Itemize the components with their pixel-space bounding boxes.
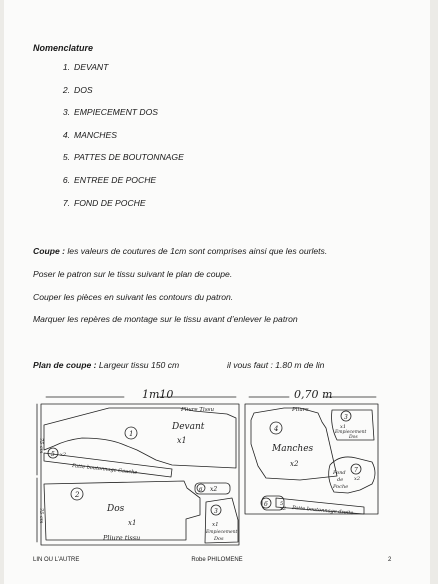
devant-name: Devant [172, 422, 205, 432]
plan-need: il vous faut : 1.80 m de lin [227, 360, 325, 370]
plan-label: Plan de coupe : [33, 360, 97, 370]
patte-right-number: 5 [280, 501, 284, 507]
plan-width: Largeur tissu 150 cm [98, 360, 180, 370]
left-length-label: 1m10 [142, 388, 174, 401]
fond-name: Fond [333, 470, 346, 476]
patte-right-qty: x2 [280, 506, 287, 512]
entree-right-number: 6 [264, 501, 268, 508]
fabric-left-outline [41, 404, 239, 545]
side-top-label: 75 cm [38, 438, 44, 454]
manches-name: Manches [272, 444, 314, 454]
patte-left-qty: x2 [60, 452, 67, 458]
fond-name3: Poche [333, 484, 349, 490]
plan-line [33, 360, 179, 370]
dos-qty: x1 [128, 519, 137, 527]
empiec-right-number: 3 [344, 414, 348, 421]
devant-grain-label: Pliure Tissu [181, 407, 215, 413]
fond-name2: de [337, 477, 344, 483]
entree-left-qty: x2 [210, 486, 218, 493]
document-page: Nomenclature 1. DEVANT 2. DOS 3. EMPIECEMENT DOS 4. MANCHES 5. PATTES DE BOUTONNAGE 6. ENTREE DE POCHE 7. FOND DE POCHE Coupe : les valeurs de coutures de 1cm sont comprises ainsi que les ourlets. Poser le patron sur le tissu suivant le plan de coupe. Couper les pièces en suivant les contours du patron. Marquer les repères de montage sur le tissu avant d’enlever le patron Plan de coupe : Largeur tissu 150 cm il vous faut : 1.80 m de lin 1m10 0,70 m 75 cm 75 cm 1 Pliure Tissu Devant x1 5 x2 Patte boutonnage Gauche 2 Dos x1 Pliure tissu 6 x2 3 x1 Empiecement Dos Pliure 4 Manches x2 3 x1 Empiecement Dos 7 x2 Fond de Poche 6 5 x2 Patte boutonnage droite LIN OU L’AUTRE Robe PHILOMENE 2 [4, 0, 430, 584]
devant-piece [44, 408, 236, 468]
manches-qty: x2 [290, 460, 299, 468]
fond-number: 7 [354, 467, 358, 474]
patte-left-number: 5 [51, 451, 55, 458]
dos-name: Dos [107, 504, 125, 514]
entree-left-number: 6 [199, 487, 203, 493]
coupe-line [33, 246, 327, 256]
manches-number: 4 [274, 425, 279, 433]
footer-center: Robe PHILOMENE [191, 557, 243, 563]
footer-left: LIN OU L’AUTRE [33, 557, 80, 563]
devant-qty: x1 [177, 436, 187, 445]
patte-left-name: Patte boutonnage Gauche [71, 463, 138, 476]
fond-qty: x2 [354, 476, 361, 482]
nomenclature-title: Nomenclature [33, 43, 94, 53]
right-length-label: 0,70 m [294, 388, 333, 401]
right-grain-label: Pliure [292, 407, 309, 413]
empiec-right-name: Empiecement [335, 430, 367, 435]
dos-grain-label: Pliure tissu [103, 534, 141, 542]
empiec-right-qty: x1 [340, 424, 347, 430]
empiec-right-name2: Dos [349, 435, 358, 440]
patte-right-name: Patte boutonnage droite [291, 505, 354, 517]
coupe-text: les valeurs de coutures de 1cm sont comprises ainsi que les ourlets. [67, 246, 328, 256]
empiec-left-name2: Dos [214, 536, 224, 542]
fabric-right-outline [245, 404, 378, 517]
dos-number: 2 [75, 491, 80, 499]
empiec-left-name: Empiecement [206, 530, 238, 535]
coupe-instruction: Marquer les repères de montage sur le tissu avant d’enlever le patron [33, 314, 298, 324]
coupe-instruction: Couper les pièces en suivant les contours du patron. [33, 292, 234, 302]
devant-number: 1 [129, 430, 134, 438]
coupe-instruction: Poser le patron sur le tissu suivant le plan de coupe. [33, 269, 233, 279]
coupe-label: Coupe : [33, 246, 65, 256]
empiec-left-number: 3 [214, 508, 218, 515]
side-bottom-label: 75 cm [38, 508, 44, 524]
cutting-plan-diagram [4, 380, 430, 550]
empiec-left-qty: x1 [212, 522, 219, 528]
page-number: 2 [388, 557, 392, 563]
